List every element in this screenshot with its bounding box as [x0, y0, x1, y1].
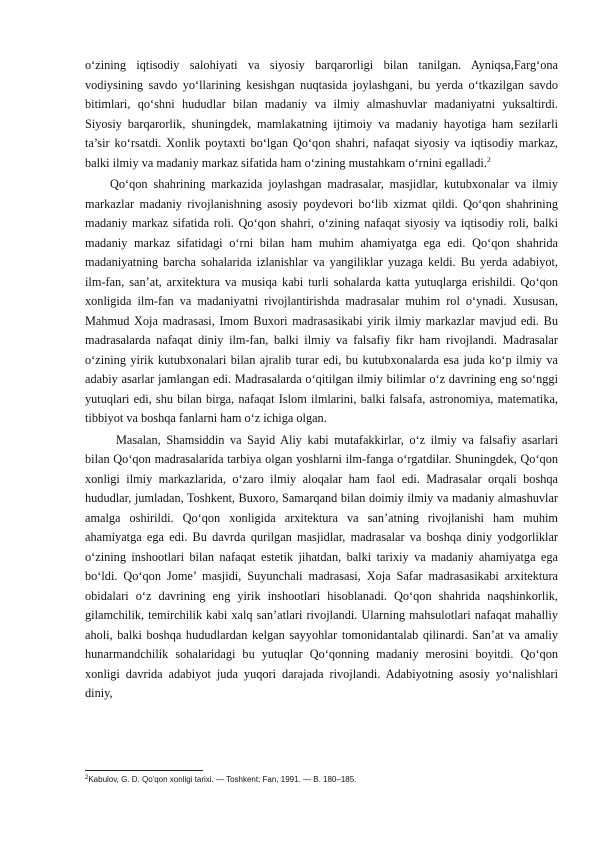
paragraph-1 [85, 56, 558, 173]
paragraph-2 [85, 175, 558, 429]
footnote [85, 774, 558, 785]
footnote-separator [85, 770, 203, 771]
paragraph-3 [85, 431, 558, 704]
footnote-reference[interactable]: 2 [486, 154, 491, 164]
paragraph-3-text: Masalan, Shamsiddin va Sayid Aliy kabi mutafakkirlar, o‘z ilmiy va falsafiy asarlari bilan Qo‘qon madrasalarida tarbiya olgan yoshlarni ilm-fanga o‘rgatdilar. Shuningdek, Qo‘qon xonligi ilmiy markazlarida, o‘zaro ilmiy aloqalar ham faol edi. Madrasalar orqali boshqa hududlar, jumladan, Toshkent, Buxoro, Samarqand bilan doimiy ilmiy va madaniy almashuvlar amalga oshirildi. Qo‘qon xonligida arxitektura va san’atning rivojlanishi ham muhim ahamiyatga ega edi. Bu davrda qurilgan masjidlar, madrasalar va boshqa diniy yodgorliklar o‘zining inshootlari bilan nafaqat estetik jihatdan, balki tarixiy va madaniy ahamiyatga ega bo‘ldi. Qo‘qon Jome’ masjidi, Suyunchali madrasasi, Xoja Safar madrasasikabi arxitektura obidalari o‘z davrining eng yirik inshootlari hisoblanadi. Qo‘qon shahrida naqshinkorlik, gilamchilik, temirchilik kabi xalq san’atlari rivojlandi. Ularning mahsulotlari nafaqat mahalliy aholi, balki boshqa hududlardan kelgan sayyohlar tomonidantalab qilinardi. San’at va amaliy hunarmandchilik sohalaridagi bu yutuqlar Qo‘qonning madaniy merosini boyitdi. Qo‘qon xonligi davrida adabiyot juda yuqori darajada rivojlandi. Adabiyotning asosiy yo‘nalishlari diniy, [85, 432, 558, 700]
paragraph-1-text: o‘zining iqtisodiy salohiyati va siyosiy barqarorligi bilan tanilgan. Ayniqsa,Farg‘ona vodiysining savdo yo‘llarining kesishgan nuqtasida joylashgani, bu yerda o‘tkazilgan savdo bitimlari, qo‘shni hududlar bilan madaniy va ilmiy almashuvlar madaniyatni yuksaltirdi. Siyosiy barqarorlik, shuningdek, mamlakatning ijtimoiy va madaniy hayotiga ham sezilarli ta’sir ko‘rsatdi. Xonlik poytaxti bo‘lgan Qo‘qon shahri, nafaqat siyosiy va iqtisodiy markaz, balki ilmiy va madaniy markaz sifatida ham o‘zining mustahkam o‘rnini egalladi. [85, 58, 558, 170]
paragraph-2-text: Qo‘qon shahrining markazida joylashgan madrasalar, masjidlar, kutubxonalar va ilmiy markazlar madaniy rivojlanishning asosiy poydevori bo‘lib xizmat qildi. Qo‘qon shahrining madaniy markaz sifatida roli. Qo‘qon shahri, o‘zining nafaqat siyosiy va iqtisodiy roli, balki madaniy markaz sifatidagi o‘rni bilan ham muhim ahamiyatga ega edi. Qo‘qon shahrida madaniyatning barcha sohalarida izlanishlar va yangiliklar yuzaga keldi. Bu yerda adabiyot, ilm-fan, san’at, arxitektura va musiqa kabi turli sohalarda katta yutuqlarga erishildi. Qo‘qon xonligida ilm-fan va madaniyatni rivojlantirishda madrasalar muhim rol o‘ynadi. Xususan, Mahmud Xoja madrasasi, Imom Buxori madrasasikabi yirik ilmiy markazlar mavjud edi. Bu madrasalarda nafaqat diniy ilm-fan, balki ilmiy va falsafiy fikr ham rivojlandi. Madrasalar o‘zining yirik kutubxonalari bilan ajralib turar edi, bu kutubxonalarda esa juda ko‘p ilmiy va adabiy asarlar jamlangan edi. Madrasalarda o‘qitilgan ilmiy bilimlar o‘z davrining eng so‘nggi yutuqlari edi, shu bilan birga, nafaqat Islom ilmlarini, balki falsafa, astronomiya, matematika, tibbiyot va boshqa fanlarni ham o‘z ichiga olgan. [85, 177, 558, 425]
body-text [85, 56, 558, 704]
footnote-marker: 2 [85, 775, 89, 781]
footnote-text: Kabulov, G. D. Qo'qon xonligi tarixi. — Toshkent: Fan, 1991. — B. 180–185. [88, 775, 357, 784]
